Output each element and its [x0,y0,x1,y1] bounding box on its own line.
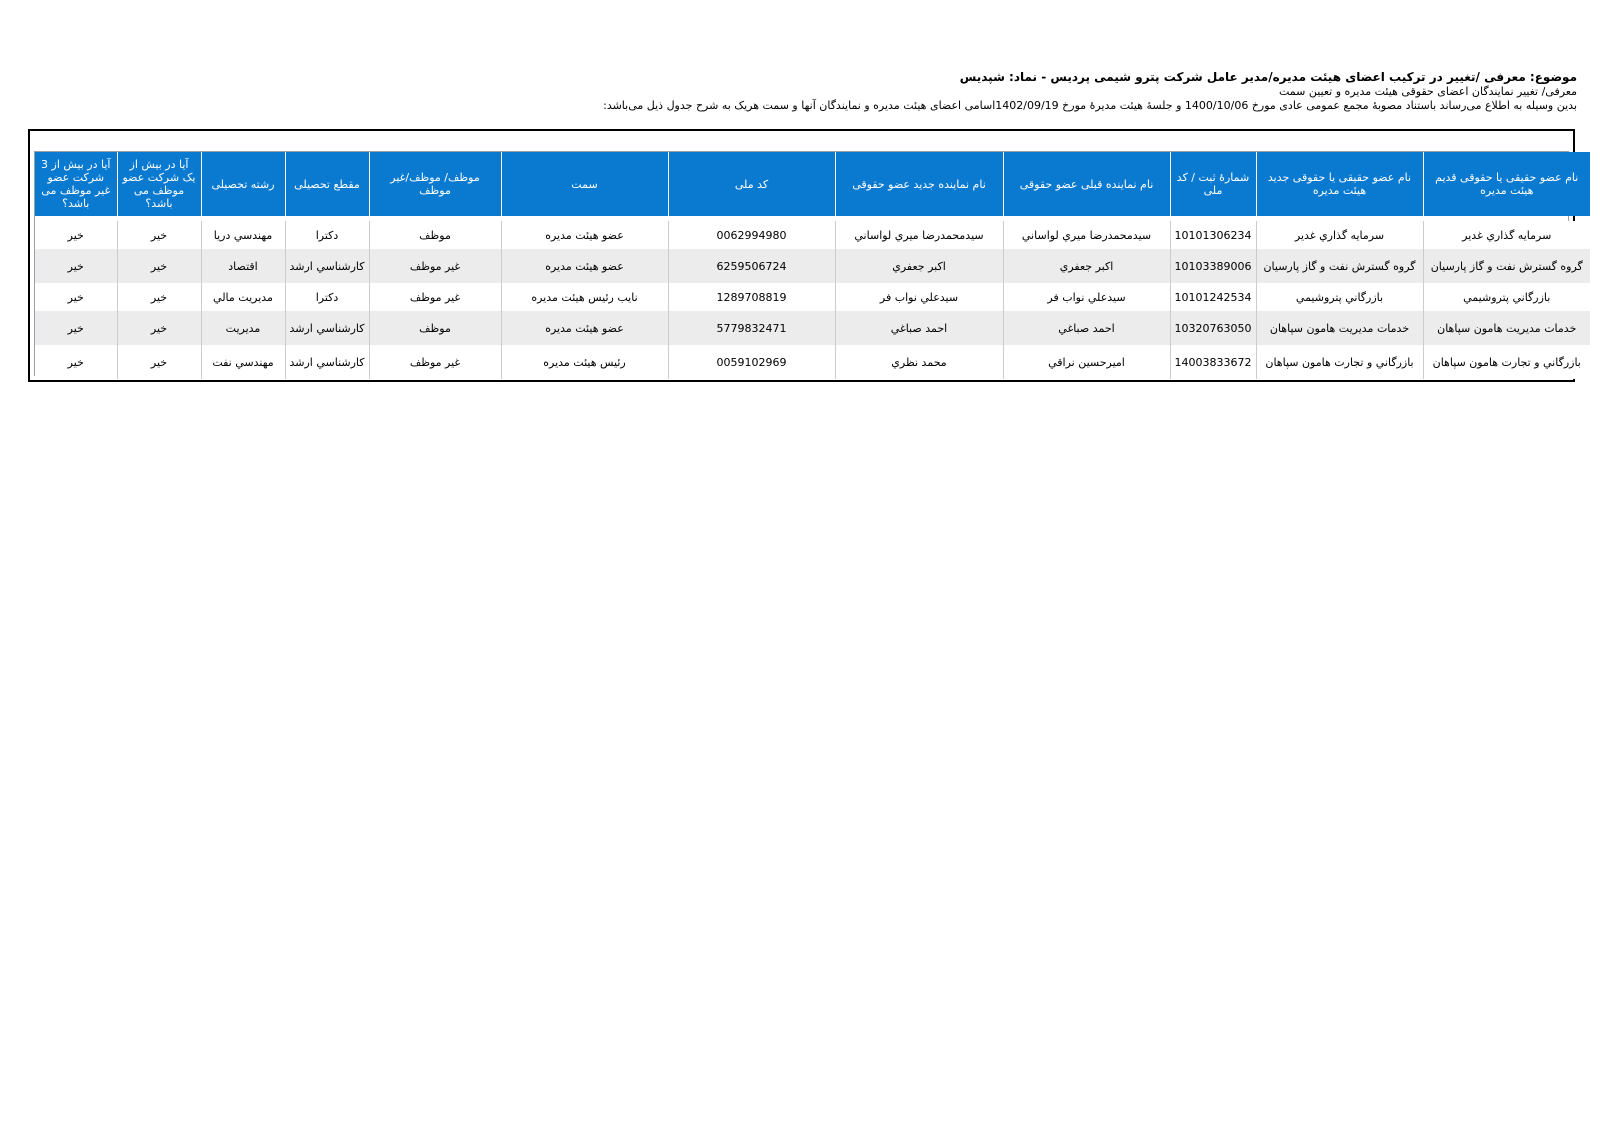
cell-position: رئیس هیئت مدیره [501,345,668,379]
col-header-field-of-study: رشته تحصیلی [201,152,285,216]
cell-multi-nonduty-company: خیر [35,283,117,311]
cell-previous-representative: سیدمحمدرضا میري لواساني [1003,221,1170,249]
cell-multi-nonduty-company: خیر [35,221,117,249]
cell-previous-representative: اکبر جعفري [1003,249,1170,283]
cell-national-id: 0062994980 [668,221,835,249]
intro-text-part3: اسامی اعضای هیئت مدیره و نمایندگان آنها و سمت هریک به شرح جدول ذیل می‌باشد: [603,99,996,112]
table-row [35,249,1590,283]
cell-multi-duty-company: خیر [117,249,201,283]
cell-field-of-study: مدیریت مالي [201,283,285,311]
cell-new-member: خدمات مدیریت هامون سپاهان [1256,311,1423,345]
cell-registration-number: 10101306234 [1170,221,1256,249]
col-header-multi-duty-company: آیا در بیش از یک شرکت عضو موظف می باشد؟ [117,152,201,216]
table-row [35,345,1590,379]
cell-multi-duty-company: خیر [117,311,201,345]
cell-degree: دکترا [285,221,369,249]
cell-field-of-study: مهندسي دریا [201,221,285,249]
table-row [35,283,1590,311]
cell-previous-representative: احمد صباغي [1003,311,1170,345]
cell-field-of-study: اقتصاد [201,249,285,283]
cell-multi-nonduty-company: خیر [35,345,117,379]
document-subtitle: معرفی/ تغییر نمایندگان اعضای حقوقی هیئت مدیره و تعیین سمت [1278,85,1577,98]
intro-text-part2: و جلسهٔ هیئت مدیرهٔ مورخ [1062,99,1182,112]
cell-previous-representative: امیرحسین نراقي [1003,345,1170,379]
cell-old-member: بازرگاني پتروشیمي [1423,283,1590,311]
col-header-position: سمت [501,152,668,216]
cell-degree: دکترا [285,283,369,311]
cell-new-representative: سیدعلي نواب فر [835,283,1003,311]
cell-multi-duty-company: خیر [117,345,201,379]
cell-field-of-study: مهندسي نفت [201,345,285,379]
intro-text-part1: بدین وسیله به اطلاع می‌رساند باستناد مصوبهٔ مجمع عمومی عادی مورخ [1251,99,1577,112]
document-header [440,70,1577,113]
cell-registration-number: 14003833672 [1170,345,1256,379]
cell-duty-status: موظف [369,221,501,249]
cell-position: عضو هیئت مدیره [501,221,668,249]
cell-new-member: بازرگاني و تجارت هامون سپاهان [1256,345,1423,379]
cell-old-member: سرمایه گذاري غدیر [1423,221,1590,249]
cell-old-member: خدمات مدیریت هامون سپاهان [1423,311,1590,345]
cell-old-member: گروه گسترش نفت و گاز پارسیان [1423,249,1590,283]
cell-multi-nonduty-company: خیر [35,249,117,283]
document-subject: موضوع: معرفی /تغییر در ترکیب اعضای هیئت مدیره/مدیر عامل شرکت پترو شیمی پردیس - نماد: شپدیس [959,70,1577,84]
cell-duty-status: موظف [369,311,501,345]
intro-date-board-meeting: 1402/09/19 [995,99,1059,112]
cell-previous-representative: سیدعلي نواب فر [1003,283,1170,311]
cell-position: عضو هیئت مدیره [501,311,668,345]
cell-registration-number: 10320763050 [1170,311,1256,345]
cell-old-member: بازرگاني و تجارت هامون سپاهان [1423,345,1590,379]
cell-duty-status: غیر موظف [369,283,501,311]
cell-national-id: 5779832471 [668,311,835,345]
cell-new-representative: اکبر جعفري [835,249,1003,283]
cell-national-id: 1289708819 [668,283,835,311]
cell-new-member: سرمایه گذاري غدیر [1256,221,1423,249]
col-header-multi-nonduty-company: آیا در بیش از 3 شرکت عضو غیر موظف می باشد؟ [35,152,117,216]
col-header-duty-status: موظف/ موظف/غیر موظف [369,152,501,216]
table-container [34,151,1583,376]
col-header-previous-representative: نام نماینده قبلی عضو حقوقی [1003,152,1170,216]
col-header-new-member: نام عضو حقیقی یا حقوقی جدید هیئت مدیره [1256,152,1423,216]
cell-degree: کارشناسي ارشد [285,345,369,379]
cell-new-member: بازرگاني پتروشیمي [1256,283,1423,311]
table-frame [28,129,1583,382]
table-row [35,221,1590,249]
cell-national-id: 0059102969 [668,345,835,379]
col-header-registration-number: شمارهٔ ثبت / کد ملی [1170,152,1256,216]
table-header-row [35,152,1590,216]
cell-national-id: 6259506724 [668,249,835,283]
cell-duty-status: غیر موظف [369,345,501,379]
table-row [35,311,1590,345]
cell-registration-number: 10101242534 [1170,283,1256,311]
cell-position: نایب رئیس هیئت مدیره [501,283,668,311]
cell-degree: کارشناسي ارشد [285,249,369,283]
board-members-table [35,152,1590,379]
intro-date-assembly: 1400/10/06 [1184,99,1249,112]
cell-new-representative: محمد نظري [835,345,1003,379]
cell-new-representative: احمد صباغي [835,311,1003,345]
cell-multi-duty-company: خیر [117,283,201,311]
cell-position: عضو هیئت مدیره [501,249,668,283]
cell-new-representative: سیدمحمدرضا میري لواساني [835,221,1003,249]
cell-registration-number: 10103389006 [1170,249,1256,283]
col-header-new-representative: نام نماینده جدید عضو حقوقی [835,152,1003,216]
cell-duty-status: غیر موظف [369,249,501,283]
col-header-national-id: کد ملی [668,152,835,216]
col-header-degree: مقطع تحصیلی [285,152,369,216]
cell-field-of-study: مدیریت [201,311,285,345]
cell-degree: کارشناسي ارشد [285,311,369,345]
cell-multi-nonduty-company: خیر [35,311,117,345]
document-intro [440,99,1577,113]
col-header-old-member: نام عضو حقیقی یا حقوقی قدیم هیئت مدیره [1423,152,1590,216]
cell-new-member: گروه گسترش نفت و گاز پارسیان [1256,249,1423,283]
cell-multi-duty-company: خیر [117,221,201,249]
